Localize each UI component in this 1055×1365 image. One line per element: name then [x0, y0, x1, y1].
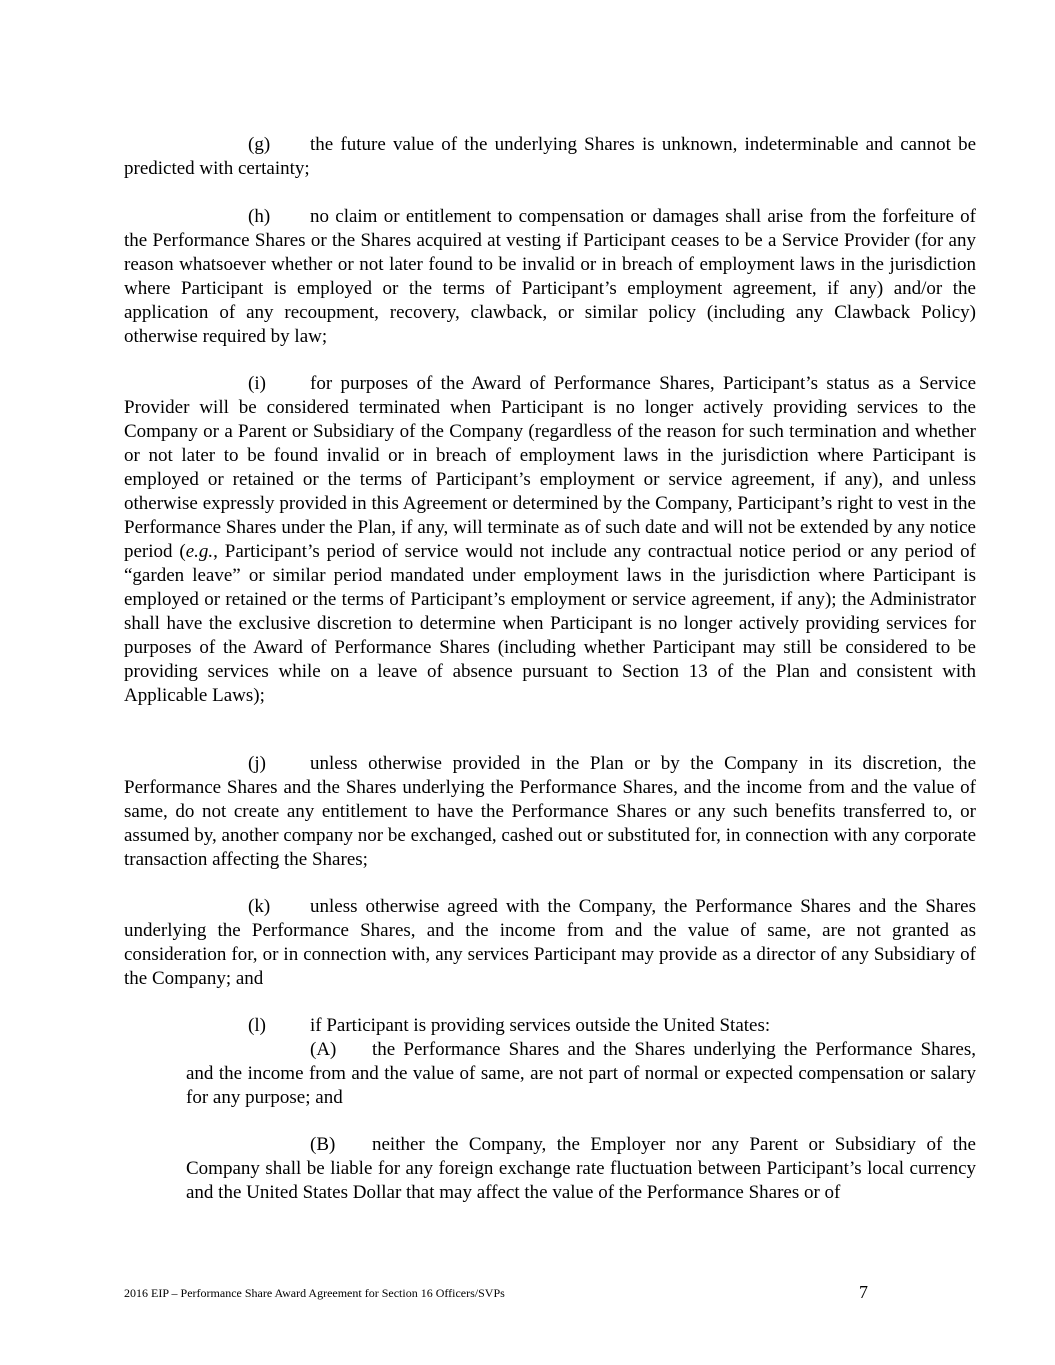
- paragraph-h: [124, 205, 976, 349]
- paragraph-g-text: the future value of the underlying Shares is unknown, indeterminable and cannot be predicted with certainty;: [124, 134, 976, 179]
- paragraph-k: [124, 895, 976, 991]
- paragraph-i-text-after: , Participant’s period of service would not include any contractual notice period or any period of “garden leave” or similar period mandated under employment laws in the jurisdiction where Participant is employed or retained or the terms of Participant’s employment or service agreement, if any); the Administrator shall have the exclusive discretion to determine when Participant is no longer actively providing services for purposes of the Award of Performance Shares (including whether Participant may still be considered to be providing services while on a leave of absence pursuant to Section 13 of the Plan and consistent with Applicable Laws);: [124, 541, 976, 706]
- paragraph-h-label: (h): [248, 206, 271, 227]
- subparagraph-B: [186, 1133, 976, 1205]
- paragraph-j: [124, 752, 976, 872]
- paragraph-h-text: no claim or entitlement to compensation or damages shall arise from the forfeiture of the Performance Shares or the Shares acquired at vesting if Participant ceases to be a Service Provider (for any reason whatsoever whether or not later found to be invalid or in breach of employment laws in the jurisdiction where Participant is employed or the terms of Participant’s employment agreement, if any) and/or the application of any recoupment, recovery, clawback, or similar policy (including any Clawback Policy) otherwise required by law;: [124, 206, 976, 347]
- paragraph-k-label: (k): [248, 896, 271, 917]
- paragraph-g: [124, 133, 976, 181]
- paragraph-i-label: (i): [248, 373, 266, 394]
- paragraph-i-text-before: for purposes of the Award of Performance Shares, Participant’s status as a Service Provider will be considered terminated when Participant is no longer actively providing services to the Company or a Parent or Subsidiary of the Company (regardless of the reason for such termination and whether or not later to be found invalid or in breach of employment laws in the jurisdiction where Participant is employed or retained or the terms of Participant’s employment or service agreement, if any), and unless otherwise expressly provided in this Agreement or determined by the Company, Participant’s right to vest in the Performance Shares under the Plan, if any, will terminate as of such date and will not be extended by any notice period (: [124, 373, 976, 562]
- page-number: 7: [859, 1282, 868, 1302]
- paragraph-j-text: unless otherwise provided in the Plan or by the Company in its discretion, the Performance Shares and the Shares underlying the Performance Shares, and the income from and the value of same, do not create any entitlement to have the Performance Shares or any such benefits transferred to, or assumed by, another company nor be exchanged, cashed out or substituted for, in connection with any corporate transaction affecting the Shares;: [124, 753, 976, 870]
- paragraph-k-text: unless otherwise agreed with the Company, the Performance Shares and the Shares underlying the Performance Shares, and the income from and the value of same, are not granted as consideration for, or in connection with, any services Participant may provide as a director of any Subsidiary of the Company; and: [124, 896, 976, 989]
- paragraph-i-text-italic: e.g.: [185, 541, 214, 562]
- paragraph-g-label: (g): [248, 134, 271, 155]
- paragraph-l-label: (l): [248, 1015, 266, 1036]
- paragraph-l: [124, 1014, 976, 1038]
- paragraph-i: [124, 372, 976, 708]
- footer-title: 2016 EIP – Performance Share Award Agreement for Section 16 Officers/SVPs: [124, 1286, 505, 1300]
- paragraph-l-text: if Participant is providing services outside the United States:: [310, 1015, 771, 1036]
- subparagraph-B-text: neither the Company, the Employer nor any Parent or Subsidiary of the Company shall be liable for any foreign exchange rate fluctuation between Participant’s local currency and the United States Dollar that may affect the value of the Performance Shares or of: [186, 1134, 976, 1203]
- subparagraph-A-label: (A): [310, 1039, 337, 1060]
- paragraph-j-label: (j): [248, 753, 266, 774]
- subparagraph-A: [186, 1038, 976, 1110]
- subparagraph-B-label: (B): [310, 1134, 336, 1155]
- subparagraph-A-text: the Performance Shares and the Shares underlying the Performance Shares, and the income from and the value of same, are not part of normal or expected compensation or salary for any purpose; and: [186, 1039, 976, 1108]
